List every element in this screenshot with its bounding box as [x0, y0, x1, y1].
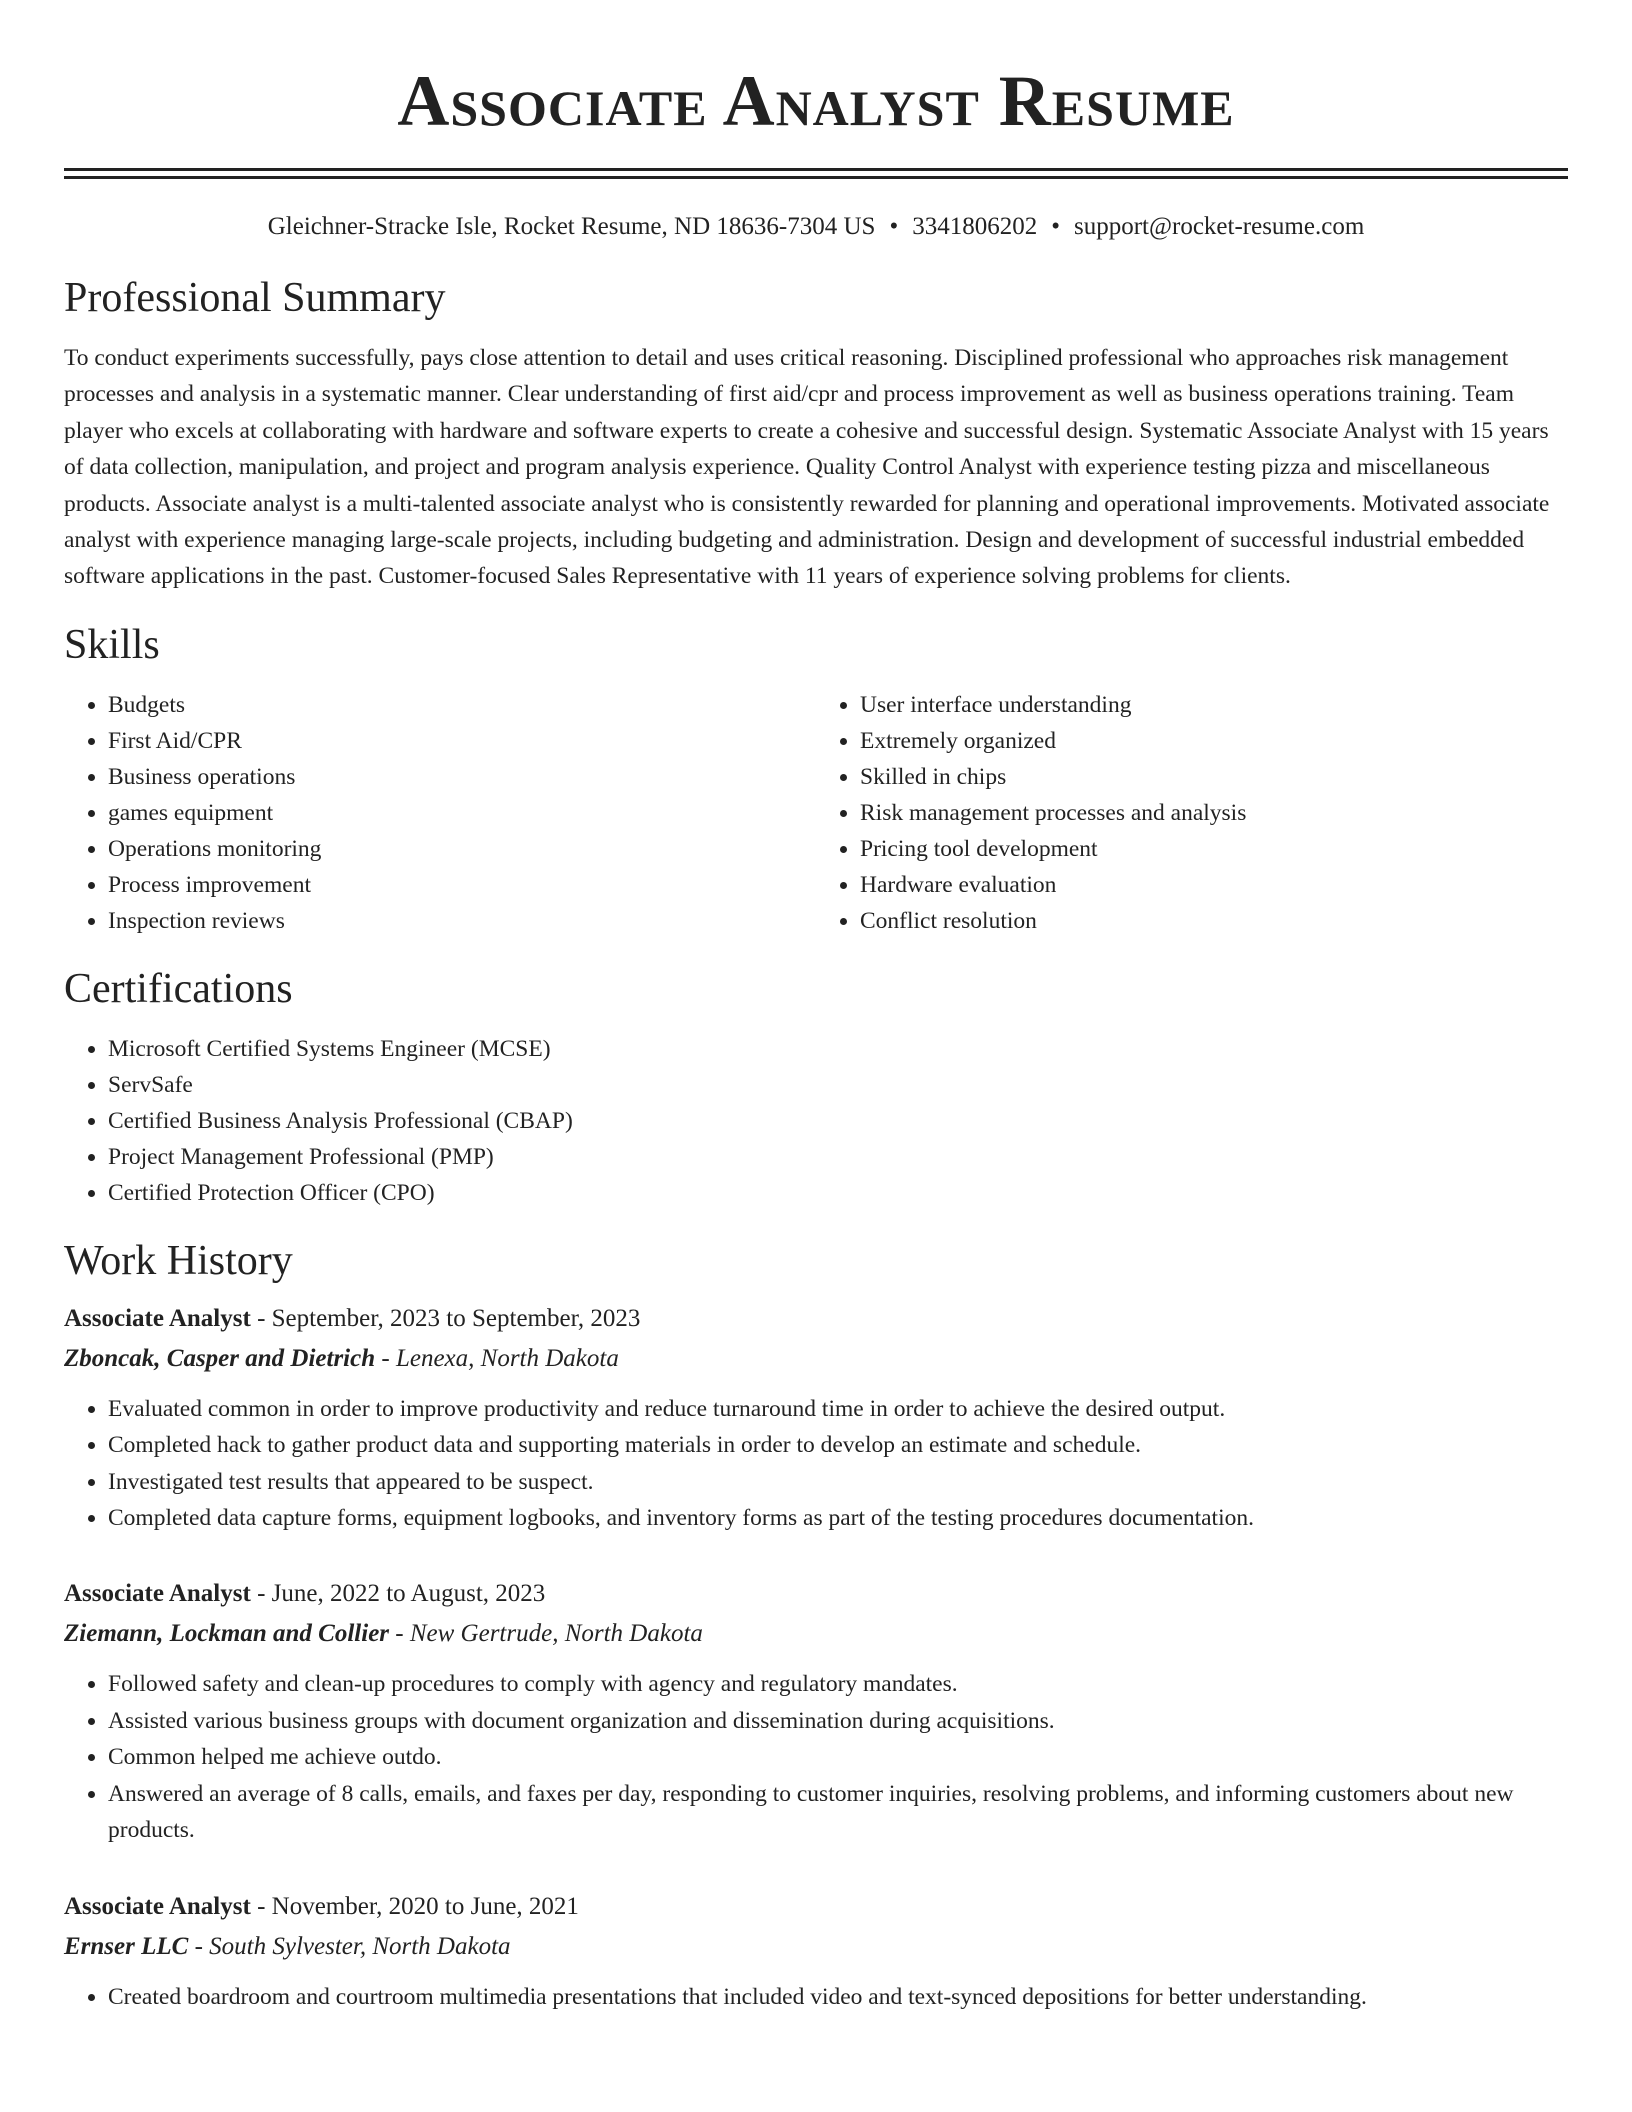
skill-item: • Inspection reviews [108, 903, 816, 939]
job-location: Lenexa, North Dakota [395, 1344, 619, 1372]
certification-item: • Certified Protection Officer (CPO) [108, 1175, 1568, 1211]
skill-item: • Process improvement [108, 867, 816, 903]
job-bullet: • Evaluated common in order to improve productivity and reduce turnaround time in order to achieve the desired output. [108, 1391, 1568, 1427]
certification-item: • Project Management Professional (PMP) [108, 1139, 1568, 1175]
job-entry [64, 1887, 1568, 2015]
job-bullets [64, 1666, 1568, 1848]
skill-item: • Risk management processes and analysis [860, 795, 1568, 831]
skill-item: • Budgets [108, 687, 816, 723]
job-bullets [64, 1391, 1568, 1537]
certifications-list [64, 1031, 1568, 1211]
job-dates: November, 2020 to June, 2021 [271, 1892, 579, 1920]
job-bullet: • Completed hack to gather product data and supporting materials in order to develop an estimate and schedule. [108, 1427, 1568, 1463]
job-bullet: • Answered an average of 8 calls, emails, and faxes per day, responding to customer inquiries, resolving problems, and informing customers about new products. [108, 1776, 1568, 1849]
skill-item: • Business operations [108, 759, 816, 795]
job-entry [64, 1574, 1568, 1848]
job-bullet: • Followed safety and clean-up procedures to comply with agency and regulatory mandates. [108, 1666, 1568, 1702]
skill-item: • First Aid/CPR [108, 723, 816, 759]
job-dates: September, 2023 to September, 2023 [271, 1304, 641, 1332]
job-dates: June, 2022 to August, 2023 [271, 1580, 546, 1608]
certification-item: • Microsoft Certified Systems Engineer (MCSE) [108, 1031, 1568, 1067]
skill-item: • Conflict resolution [860, 903, 1568, 939]
summary-heading: Professional Summary [64, 275, 446, 321]
job-company-line [64, 1614, 1568, 1654]
divider-line-top [64, 168, 1568, 171]
company-name: Zboncak, Casper and Dietrich [64, 1344, 376, 1372]
job-title-line [64, 1299, 1568, 1339]
certification-item: • Certified Business Analysis Professional (CBAP) [108, 1103, 1568, 1139]
page-title: Associate Analyst Resume [397, 61, 1235, 141]
job-company-line [64, 1339, 1568, 1379]
certification-item: • ServSafe [108, 1067, 1568, 1103]
job-company-line [64, 1927, 1568, 1967]
phone: 3341806202 [912, 213, 1038, 240]
skill-item: • games equipment [108, 795, 816, 831]
job-bullet: • Common helped me achieve outdo. [108, 1739, 1568, 1775]
skill-item: • Hardware evaluation [860, 867, 1568, 903]
email-link[interactable]: support@rocket-resume.com [1073, 213, 1365, 240]
skill-item: • User interface understanding [860, 687, 1568, 723]
job-entry [64, 1299, 1568, 1537]
job-bullets [64, 1979, 1568, 2015]
skills-list [64, 687, 1568, 939]
job-bullet: • Completed data capture forms, equipment logbooks, and inventory forms as part of the testing procedures documentation. [108, 1500, 1568, 1536]
contact-info [64, 212, 1568, 242]
resume-page [64, 0, 1568, 2015]
skill-item: • Operations monitoring [108, 831, 816, 867]
job-title: Associate Analyst [64, 1580, 251, 1608]
skill-item: • Extremely organized [860, 723, 1568, 759]
company-name: Ziemann, Lockman and Collier [64, 1620, 390, 1648]
skill-item: • Pricing tool development [860, 831, 1568, 867]
job-bullet: • Assisted various business groups with document organization and dissemination during acquisitions. [108, 1703, 1568, 1739]
skills-column-left [64, 687, 816, 939]
skills-column-right [816, 687, 1568, 939]
dash: - [389, 1620, 410, 1648]
dash: - [250, 1892, 272, 1920]
separator: • [889, 213, 899, 240]
company-name: Ernser LLC [64, 1932, 189, 1960]
separator: • [1051, 213, 1060, 240]
address: Gleichner-Stracke Isle, Rocket Resume, ND 18636-7304 US [267, 213, 876, 240]
work-history-heading: Work History [64, 1237, 293, 1284]
dash: - [250, 1304, 272, 1332]
job-title: Associate Analyst [64, 1304, 251, 1332]
job-bullet: • Investigated test results that appeared to be suspect. [108, 1464, 1568, 1500]
job-location: South Sylvester, North Dakota [209, 1932, 511, 1960]
dash: - [250, 1580, 272, 1608]
job-title-line [64, 1574, 1568, 1614]
divider-line-bottom [64, 176, 1568, 179]
skill-item: • Skilled in chips [860, 759, 1568, 795]
dash: - [375, 1344, 396, 1372]
job-title-line [64, 1887, 1568, 1927]
skills-heading: Skills [64, 621, 160, 668]
certifications-heading: Certifications [64, 965, 293, 1012]
title-divider [64, 168, 1568, 179]
job-location: New Gertrude, North Dakota [409, 1620, 703, 1648]
summary-text: To conduct experiments successfully, pays close attention to detail and uses critical reasoning. Disciplined professional who approaches risk management processes and analysis in a systematic manner. Clear understanding of first aid/cpr and process improvement as well as business operations training. Team player who excels at collaborating with hardware and software experts to create a cohesive and successful design. Systematic Associate Analyst with 15 years of data collection, manipulation, and project and program analysis experience. Quality Control Analyst with experience testing pizza and miscellaneous products. Associate analyst is a multi-talented associate analyst who is consistently rewarded for planning and operational improvements. Motivated associate analyst with experience managing large-scale projects, including budgeting and administration. Design and development of successful industrial embedded software applications in the past. Customer-focused Sales Representative with 11 years of experience solving problems for clients. [64, 345, 1550, 590]
dash: - [188, 1932, 210, 1960]
job-title: Associate Analyst [64, 1892, 251, 1920]
job-bullet: • Created boardroom and courtroom multimedia presentations that included video and text-synced depositions for better understanding. [108, 1979, 1568, 2015]
